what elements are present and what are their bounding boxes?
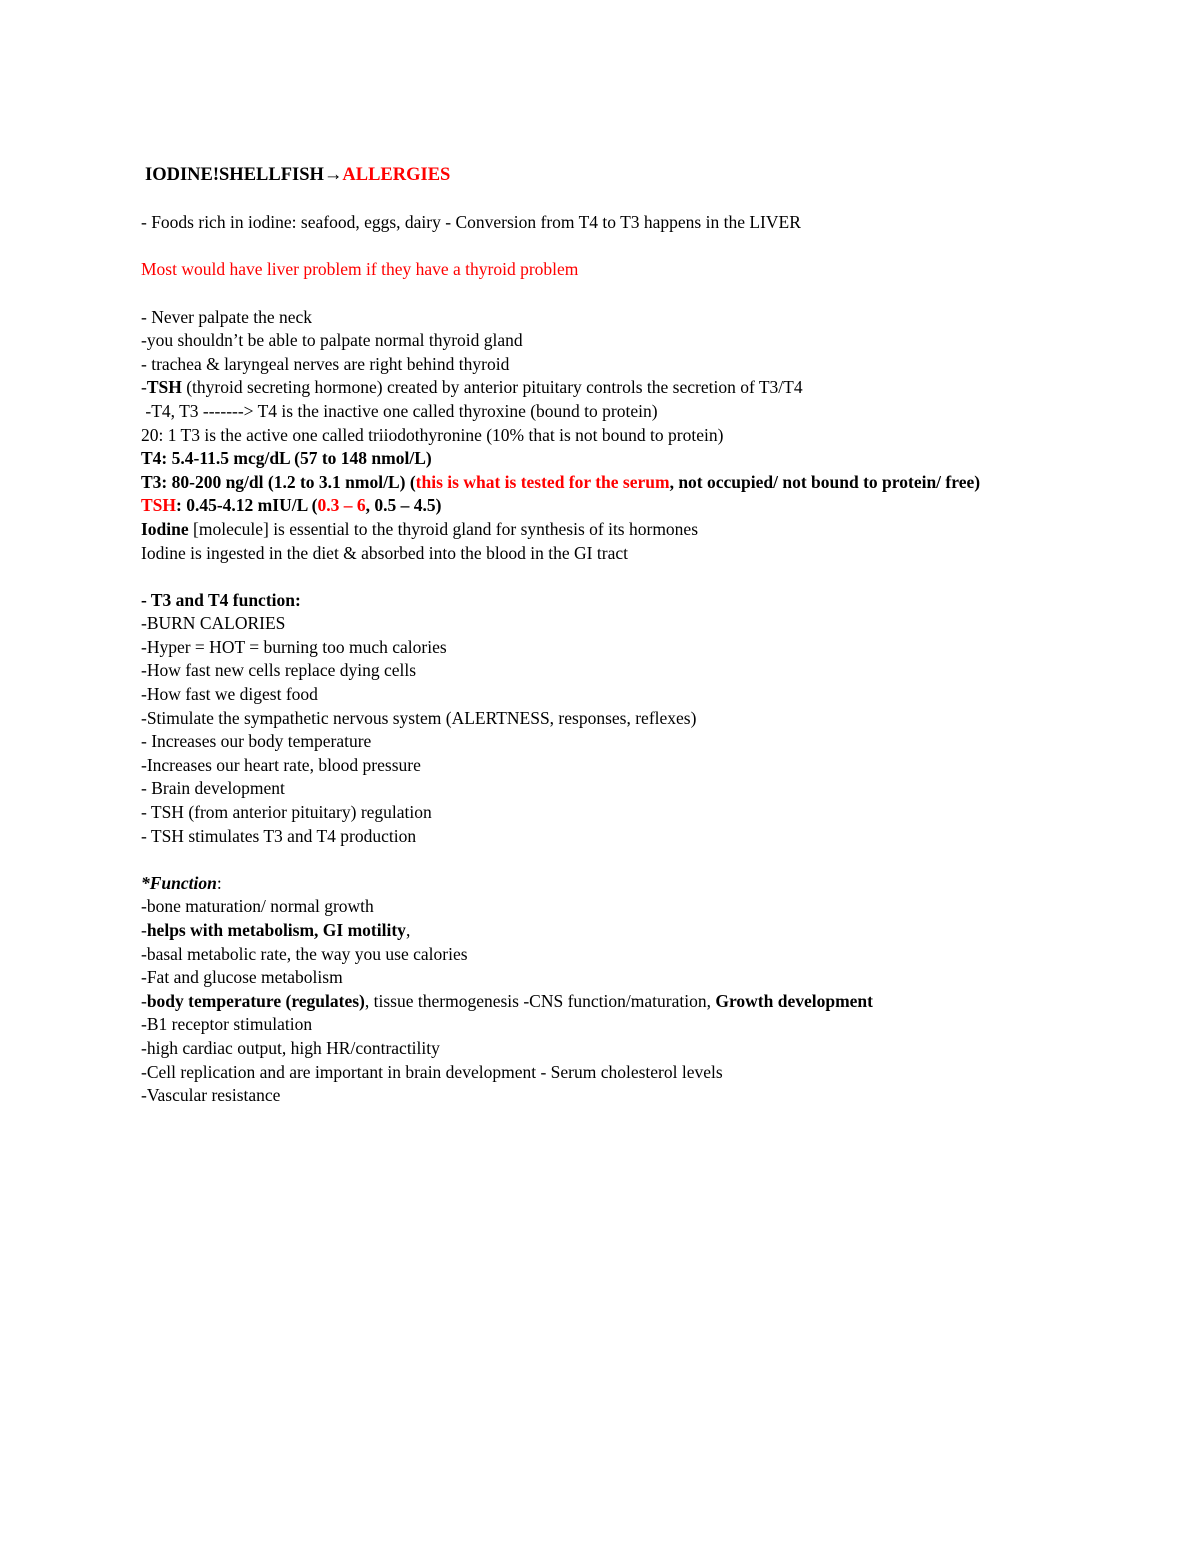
note-line: 20: 1 T3 is the active one called triiodothyronine (10% that is not bound to protein) [141,424,724,445]
text-segment: [molecule] is essential to the thyroid gland for synthesis of its hormones [188,518,699,539]
spacer [141,848,1061,872]
list-item: -BURN CALORIES [141,613,286,634]
iodine-bold: Iodine [141,518,189,539]
list-item: -How fast new cells replace dying cells [141,660,417,681]
list-item: -basal metabolic rate, the way you use calories [141,943,468,964]
text-segment: - [141,990,147,1011]
list-item [141,990,1061,1014]
document-body [141,164,1061,1108]
list-item: -high cardiac output, high HR/contractility [141,1037,440,1058]
growth-bold: Growth development [715,990,873,1011]
tsh-alt-range: 0.3 – 6 [317,495,366,516]
list-item: -bone maturation/ normal growth [141,896,374,917]
list-item: -Stimulate the sympathetic nervous system (ALERTNESS, responses, reflexes) [141,707,697,728]
intro-line: - Foods rich in iodine: seafood, eggs, dairy - Conversion from T4 to T3 happens in the LIVER [141,212,801,233]
t3-range [141,471,1061,495]
list-item: -Vascular resistance [141,1085,281,1106]
spacer [141,565,1061,589]
spacer [141,282,1061,306]
body-temp-bold: body temperature (regulates) [146,990,365,1011]
page-title [141,164,1061,188]
list-item: - TSH (from anterior pituitary) regulation [141,802,432,823]
list-item: -Hyper = HOT = burning too much calories [141,636,447,657]
metabolism-bold: helps with metabolism, GI motility [146,920,406,940]
list-item: -Cell replication and are important in brain development - Serum cholesterol levels [141,1061,723,1082]
title-prefix: IODINE!SHELLFISH→ [145,165,343,185]
text-segment: , [405,920,411,940]
list-item: - Brain development [141,778,285,799]
note-line: -T4, T3 -------> T4 is the inactive one called thyroxine (bound to protein) [141,400,658,421]
t4-range: T4: 5.4-11.5 mcg/dL (57 to 148 nmol/L) [141,448,432,469]
iodine-line [141,518,1061,542]
list-item: - TSH stimulates T3 and T4 production [141,825,417,846]
note-line: - Never palpate the neck [141,306,313,327]
text-segment: (thyroid secreting hormone) created by anterior pituitary controls the secretion of T3/T4 [181,377,803,398]
liver-note: Most would have liver problem if they have a thyroid problem [141,259,579,280]
function-list [141,612,1061,848]
list-item: -Fat and glucose metabolism [141,967,343,988]
tsh-bold: TSH [146,377,182,398]
list-item: - Increases our body temperature [141,731,372,752]
text-segment: - [141,920,147,940]
tsh-note [141,376,1061,400]
title-highlight: ALLERGIES [342,165,451,185]
iodine-line-2: Iodine is ingested in the diet & absorbed into the blood in the GI tract [141,542,628,563]
text-segment: , 0.5 – 4.5) [365,495,442,516]
text-segment: T3: 80-200 ng/dl (1.2 to 3.1 nmol/L) ( [141,471,416,492]
spacer [141,235,1061,259]
text-segment: , tissue thermogenesis -CNS function/maturation, [364,990,716,1011]
list-item [141,919,1061,943]
text-segment: - [141,377,147,398]
list-item: -Increases our heart rate, blood pressure [141,754,421,775]
text-segment: : 0.45-4.12 mIU/L ( [176,495,318,516]
text-segment: , not occupied/ not bound to protein/ free) [669,471,981,492]
spacer [141,188,1061,212]
note-line: -you shouldn’t be able to palpate normal thyroid gland [141,330,523,351]
text-segment: : [216,872,222,893]
note-line: - trachea & laryngeal nerves are right behind thyroid [141,353,510,374]
function-heading [141,872,1061,896]
list-item: -B1 receptor stimulation [141,1014,313,1035]
serum-note: this is what is tested for the serum [415,471,670,492]
section-heading: - T3 and T4 function: [141,589,301,610]
tsh-range [141,494,1061,518]
list-item: -How fast we digest food [141,684,318,705]
tsh-label: TSH [141,495,177,516]
function-heading-text: *Function [141,872,217,893]
